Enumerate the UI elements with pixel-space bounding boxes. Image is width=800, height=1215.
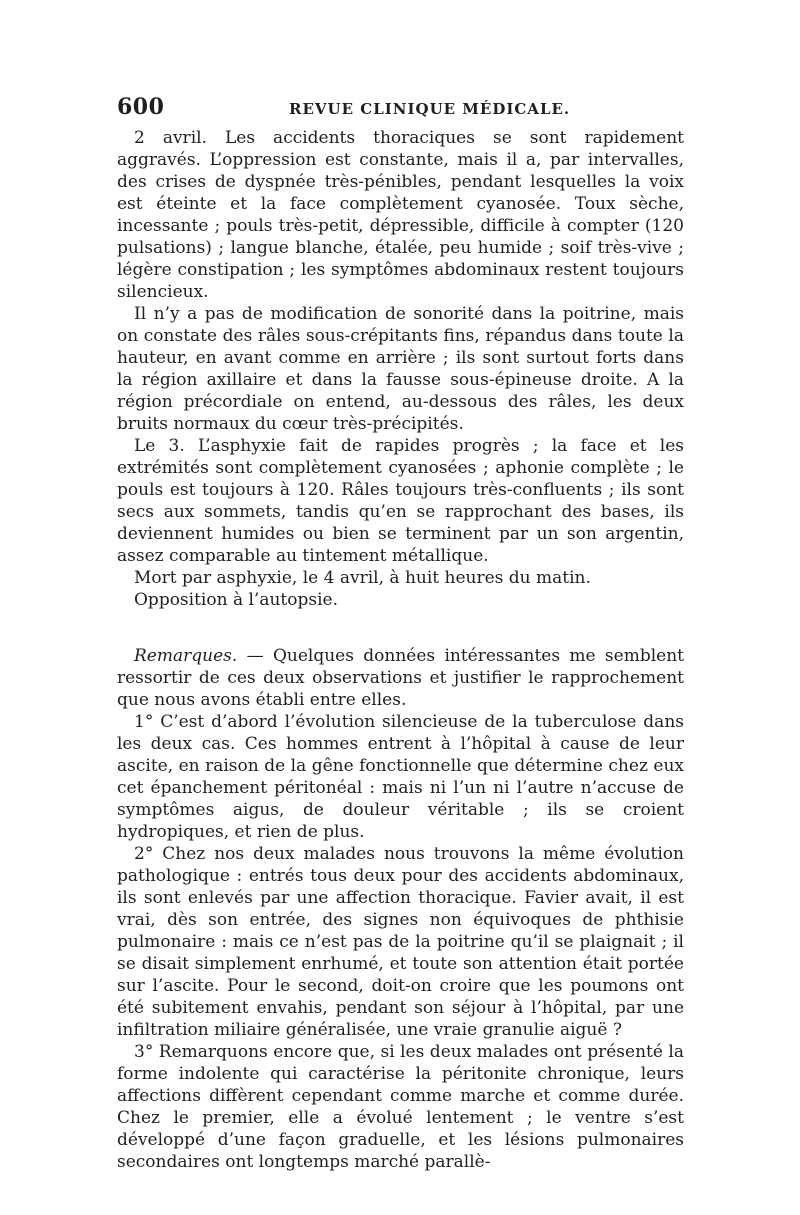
page-number: 600 [117,94,165,120]
remarques-heading: Remarques. [134,646,238,666]
paragraph-remarques [117,645,684,711]
paragraph-opposition: Opposition à l’autopsie. [134,590,338,610]
remarques-text: — Quelques données intéressantes me semblent ressortir de ces deux observations et justifier le rapprochement que nous avons établi entre elles. [117,646,684,710]
paragraph-2-avril: 2 avril. Les accidents thoraciques se sont rapidement aggravés. L’oppression est constante, mais il a, par intervalles, des crises de dyspnée très-pénibles, pendant lesquelles la voix est éteinte et la face complètement cyanosée. Toux sèche, incessante ; pouls très-petit, dépressible, difficile à compter (120 pulsations) ; langue blanche, étalée, peu humide ; soif très-vive ; légère constipation ; les symptômes abdominaux restent toujours silencieux. [117,128,684,302]
paragraph-mort: Mort par asphyxie, le 4 avril, à huit heures du matin. [134,568,591,588]
paragraph-le-3: Le 3. L’asphyxie fait de rapides progrès ; la face et les extrémités sont complètement cyanosées ; aphonie complète ; le pouls est toujours à 120. Râles toujours très-confluents ; ils sont secs aux sommets, tandis qu’en se rapprochant des bases, ils deviennent humides ou bien se terminent par un son argentin, assez comparable au tintement métallique. [117,436,684,566]
paragraph-point-2: 2° Chez nos deux malades nous trouvons la même évolution pathologique : entrés tous deux pour des accidents abdominaux, ils sont enlevés par une affection thoracique. Favier avait, il est vrai, dès son entrée, des signes non équivoques de phthisie pulmonaire : mais ce n’est pas de la poitrine qu’il se plaignait ; il se disait simplement enrhumé, et toute son attention était portée sur l’ascite. Pour le second, doit-on croire que les poumons ont été subitement envahis, pendant son séjour à l’hôpital, par une infiltration miliaire généralisée, une vraie granulie aiguë ? [117,844,684,1040]
paragraph-point-1: 1° C’est d’abord l’évolution silencieuse de la tuberculose dans les deux cas. Ces hommes entrent à l’hôpital à cause de leur ascite, en raison de la gêne fonctionnelle que détermine chez eux cet épanchement péritonéal : mais ni l’un ni l’autre n’accuse de symptômes aigus, de douleur véritable ; ils se croient hydropiques, et rien de plus. [117,712,684,842]
paragraph-sonorite: Il n’y a pas de modification de sonorité dans la poitrine, mais on constate des râles sous-crépitants fins, répandus dans toute la hauteur, en avant comme en arrière ; ils sont surtout forts dans la région axillaire et dans la fausse sous-épineuse droite. A la région précordiale on entend, au-dessous des râles, les deux bruits normaux du cœur très-précipités. [117,304,684,434]
body-text [117,127,684,1173]
running-title: REVUE CLINIQUE MÉDICALE. [289,100,571,118]
paragraph-point-3: 3° Remarquons encore que, si les deux malades ont présenté la forme indolente qui caractérise la péritonite chronique, leurs affections diffèrent cependant comme marche et comme durée. Chez le premier, elle a évolué lentement ; le ventre s’est développé d’une façon graduelle, et les lésions pulmonaires secondaires ont longtemps marché parallè- [117,1042,684,1172]
